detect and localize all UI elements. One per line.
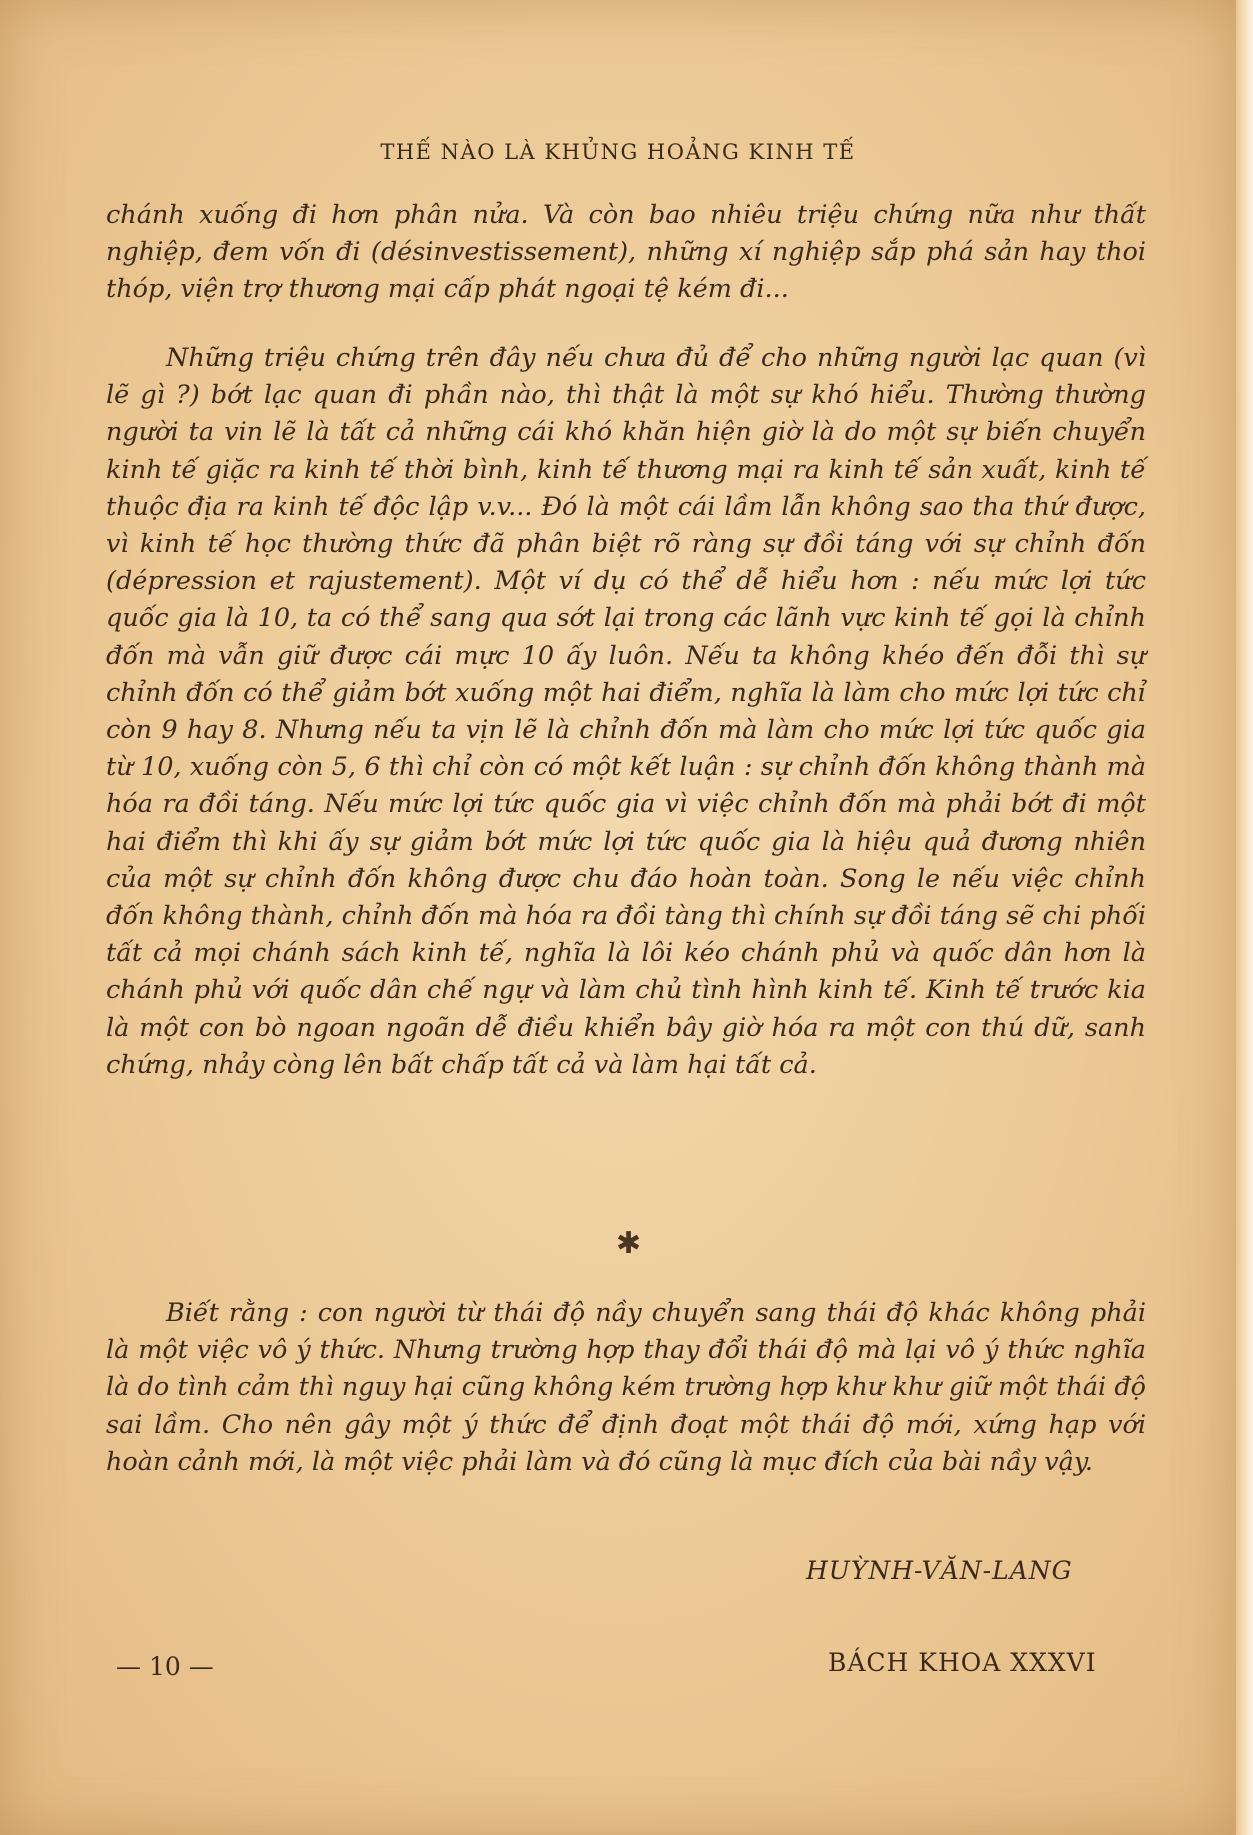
paragraph-text: Những triệu chứng trên đây nếu chưa đủ để cho những người lạc quan (vì lẽ gì ?) bớt lạc quan đi phần nào, thì thật là một sự khó hiểu. Thường thường người ta vin lẽ là tất cả những cái khó khăn hiện giờ là do một sự biến chuyển kinh tế giặc ra kinh tế thời bình, kinh tế thương mại ra kinh tế sản xuất, kinh tế thuộc địa ra kinh tế độc lập v.v... Đó là một cái lầm lẫn không sao tha thứ được, vì kinh tế học thường thức đã phân biệt rõ ràng sự đồi táng với sự chỉnh đốn (dépression et rajustement). Một ví dụ có thể dễ hiểu hơn : nếu mức lợi tức quốc gia là 10, ta có thể sang qua sớt lại trong các lãnh vực kinh tế gọi là chỉnh đốn mà vẫn giữ được cái mực 10 ấy luôn. Nếu ta không khéo đến đỗi thì sự chỉnh đốn có thể giảm bớt xuống một hai điểm, nghĩa là làm cho mức lợi tức chỉ còn 9 hay 8. Nhưng nếu ta vịn lẽ là chỉnh đốn mà làm cho mức lợi tức quốc gia từ 10, xuống còn 5, 6 thì chỉ còn có một kết luận : sự chỉnh đốn không thành mà hóa ra đồi táng. Nếu mức lợi tức quốc gia vì việc chỉnh đốn mà phải bớt đi một hai điểm thì khi ấy sự giảm bớt mức lợi tức quốc gia là hiệu quả đương nhiên của một sự chỉnh đốn không được chu đáo hoàn toàn. Song le nếu việc chỉnh đốn không thành, chỉnh đốn mà hóa ra đồi tàng thì chính sự đồi táng sẽ chi phối tất cả mọi chánh sách kinh tế, nghĩa là lôi kéo chánh phủ và quốc dân hơn là chánh phủ với quốc dân chế ngự và làm chủ tình hình kinh tế. Kinh tế trước kia là một con bò ngoan ngoãn dễ điều khiển bây giờ hóa ra một con thú dữ, sanh chứng, nhảy còng lên bất chấp tất cả và làm hại tất cả.: [106, 343, 1146, 1080]
paragraph-continuation: [106, 197, 1146, 309]
paragraph-text: chánh xuống đi hơn phân nửa. Và còn bao nhiêu triệu chứng nữa như thất nghiệp, đem vốn đi (désinvestissement), những xí nghiệp sắp phá sản hay thoi thóp, viện trợ thương mại cấp phát ngoại tệ kém đi...: [106, 200, 1146, 305]
page-edge: [1236, 0, 1253, 1835]
paragraph-text: Biết rằng : con người từ thái độ nầy chuyển sang thái độ khác không phải là một việc vô ý thức. Nhưng trường hợp thay đổi thái độ mà lại vô ý thức nghĩa là do tình cảm thì nguy hại cũng không kém trường hợp khư khư giữ một thái độ sai lầm. Cho nên gây một ý thức để định đoạt một thái độ mới, xứng hạp với hoàn cảnh mới, là một việc phải làm và đó cũng là mục đích của bài nầy vậy.: [106, 1298, 1146, 1477]
paragraph-closing: [106, 1295, 1146, 1481]
journal-issue: BÁCH KHOA XXXVI: [828, 1648, 1097, 1677]
paragraph-main: [106, 340, 1146, 1084]
section-separator-ornament: ✱: [616, 1226, 642, 1261]
author-signature: HUỲNH-VĂN-LANG: [806, 1556, 1073, 1585]
page-number: — 10 —: [116, 1652, 214, 1681]
running-head: THẾ NÀO LÀ KHỦNG HOẢNG KINH TẾ: [380, 140, 856, 164]
